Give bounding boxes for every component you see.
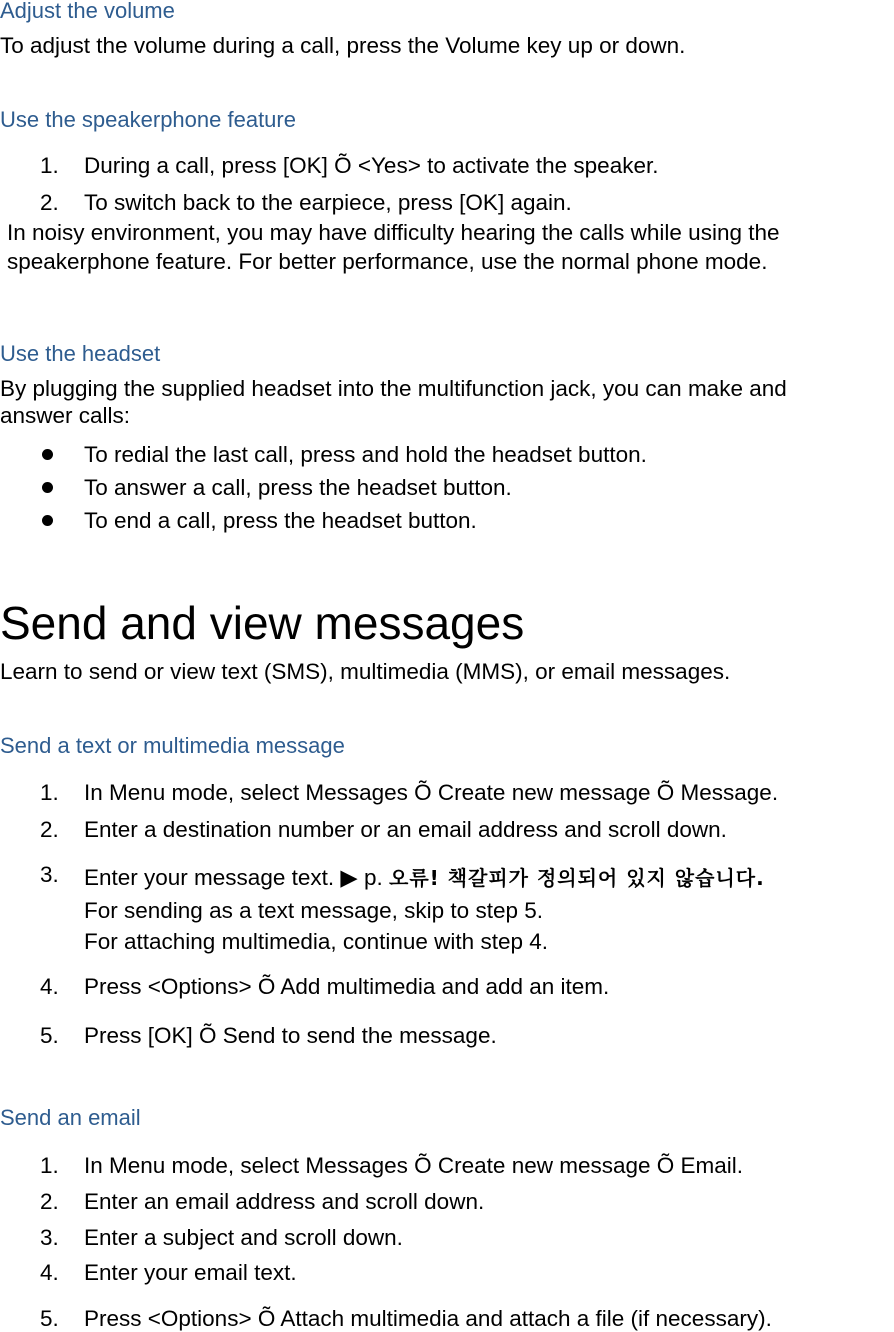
- text-message-step-number: 5.: [40, 1023, 59, 1048]
- messages-intro: Learn to send or view text (SMS), multimedia (MMS), or email messages.: [0, 659, 731, 684]
- email-step-number: 1.: [40, 1153, 59, 1178]
- text-message-step-text: Enter a destination number or an email address and scroll down.: [84, 817, 727, 842]
- section-title: Send and view messages: [0, 597, 525, 649]
- email-step-number: 5.: [40, 1306, 59, 1331]
- email-step-text: In Menu mode, select Messages Õ Create new message Õ Email.: [84, 1153, 744, 1178]
- speakerphone-step-text: During a call, press [OK] Õ <Yes> to activate the speaker.: [84, 153, 659, 178]
- text-message-step-text: Press [OK] Õ Send to send the message.: [84, 1023, 497, 1048]
- text-message-heading: Send a text or multimedia message: [0, 733, 345, 758]
- email-step-number: 4.: [40, 1260, 59, 1285]
- email-step-text: Enter an email address and scroll down.: [84, 1189, 485, 1214]
- text-message-step-subtext: For sending as a text message, skip to step 5.: [84, 898, 543, 923]
- text-message-step-3: [84, 862, 765, 891]
- headset-intro-line: answer calls:: [0, 403, 131, 428]
- bullet-dot: [42, 482, 53, 493]
- headset-heading: Use the headset: [0, 341, 161, 366]
- volume-heading: Adjust the volume: [0, 0, 175, 23]
- text-message-step-text: Enter your message text.: [84, 865, 335, 890]
- email-step-text: Press <Options> Õ Attach multimedia and attach a file (if necessary).: [84, 1306, 772, 1331]
- speakerphone-step-number: 2.: [40, 190, 59, 215]
- text-message-step-subtext: For attaching multimedia, continue with step 4.: [84, 929, 548, 954]
- bookmark-error-text: 오류! 책갈피가 정의되어 있지 않습니다.: [389, 866, 765, 890]
- speakerphone-step-number: 1.: [40, 153, 59, 178]
- speakerphone-heading: Use the speakerphone feature: [0, 107, 296, 132]
- text-message-step-number: 1.: [40, 780, 59, 805]
- email-heading: Send an email: [0, 1105, 141, 1130]
- headset-bullet-text: To answer a call, press the headset button.: [84, 475, 512, 500]
- text-message-step-number: 3.: [40, 862, 59, 887]
- volume-text: To adjust the volume during a call, press the Volume key up or down.: [0, 33, 686, 58]
- text-message-step-text: Press <Options> Õ Add multimedia and add an item.: [84, 974, 610, 999]
- email-step-number: 3.: [40, 1225, 59, 1250]
- text-message-step-number: 2.: [40, 817, 59, 842]
- page-ref[interactable]: p.: [363, 865, 383, 890]
- speakerphone-note-line: In noisy environment, you may have difficulty hearing the calls while using the: [7, 220, 780, 245]
- headset-bullet-text: To end a call, press the headset button.: [84, 508, 477, 533]
- text-message-step-number: 4.: [40, 974, 59, 999]
- email-step-text: Enter your email text.: [84, 1260, 297, 1285]
- arrow-right-icon: ▶: [340, 865, 358, 890]
- headset-bullet-text: To redial the last call, press and hold the headset button.: [84, 442, 647, 467]
- email-step-text: Enter a subject and scroll down.: [84, 1225, 403, 1250]
- text-message-step-text: In Menu mode, select Messages Õ Create new message Õ Message.: [84, 780, 779, 805]
- bullet-dot: [42, 515, 53, 526]
- email-step-number: 2.: [40, 1189, 59, 1214]
- bullet-dot: [42, 449, 53, 460]
- headset-intro-line: By plugging the supplied headset into the multifunction jack, you can make and: [0, 376, 787, 401]
- speakerphone-note-line: speakerphone feature. For better performance, use the normal phone mode.: [7, 249, 768, 274]
- speakerphone-step-text: To switch back to the earpiece, press [OK] again.: [84, 190, 572, 215]
